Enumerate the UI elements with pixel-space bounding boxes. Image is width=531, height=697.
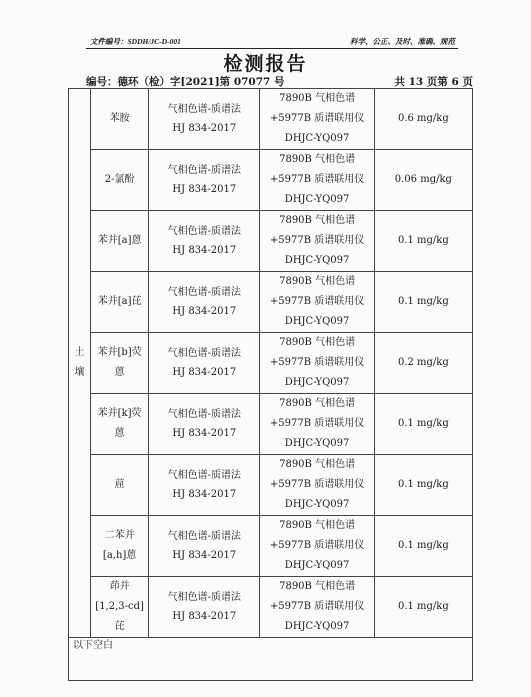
table-row <box>69 150 473 211</box>
detection-limit-cell: 0.1 mg/kg <box>374 211 472 272</box>
instrument-text: DHJC-YQ097 <box>284 621 350 632</box>
instrument-text: +5977B 质谱联用仪 <box>269 235 365 246</box>
instrument-text: +5977B 质谱联用仪 <box>269 479 365 490</box>
method-cell <box>149 394 260 455</box>
method-cell <box>149 455 260 516</box>
instrument-text: +5977B 质谱联用仪 <box>269 418 365 429</box>
table-row <box>69 89 473 150</box>
method-text: 气相色谱-质谱法 <box>167 287 242 298</box>
analyte-cell <box>91 89 149 150</box>
instrument-text: +5977B 质谱联用仪 <box>269 296 365 307</box>
analyte-name: 苯并[a]蒽 <box>97 235 142 246</box>
method-text: 气相色谱-质谱法 <box>167 348 242 359</box>
method-cell <box>149 89 260 150</box>
table-row <box>69 577 473 638</box>
results-table <box>68 88 473 681</box>
page-title: 检测报告 <box>223 53 308 75</box>
analyte-name: 䓛 <box>114 479 125 490</box>
table-row <box>69 211 473 272</box>
instrument-cell <box>260 394 374 455</box>
method-text: 气相色谱-质谱法 <box>167 409 242 420</box>
method-cell <box>149 272 260 333</box>
company-motto: 科学、公正、及时、准确、规范 <box>350 37 455 46</box>
media-cell <box>69 89 91 638</box>
analyte-name: [1,2,3-cd] <box>95 601 144 612</box>
detection-limit-cell: 0.2 mg/kg <box>374 333 472 394</box>
detection-limit-cell: 0.6 mg/kg <box>374 89 472 150</box>
instrument-cell <box>260 577 374 638</box>
instrument-text: DHJC-YQ097 <box>284 133 350 144</box>
analyte-name: 茚并 <box>109 581 130 592</box>
analyte-name: 芘 <box>114 621 125 632</box>
media-label-char: 壤 <box>74 367 85 378</box>
method-text: HJ 834-2017 <box>172 489 237 500</box>
analyte-name: [a,h]蒽 <box>102 550 137 561</box>
instrument-text: 7890B 气相色谱 <box>279 581 356 592</box>
instrument-cell <box>260 516 374 577</box>
detection-limit-cell: 0.06 mg/kg <box>374 150 472 211</box>
instrument-text: DHJC-YQ097 <box>284 560 350 571</box>
table-footer-row <box>69 638 473 681</box>
detection-limit-cell: 0.1 mg/kg <box>374 272 472 333</box>
instrument-text: DHJC-YQ097 <box>284 499 350 510</box>
analyte-name: 苯并[b]荧 <box>97 347 142 358</box>
method-text: HJ 834-2017 <box>172 306 237 317</box>
instrument-text: DHJC-YQ097 <box>284 255 350 266</box>
method-text: HJ 834-2017 <box>172 184 237 195</box>
table-row <box>69 516 473 577</box>
detection-limit-cell: 0.1 mg/kg <box>374 577 472 638</box>
method-cell <box>149 211 260 272</box>
instrument-text: 7890B 气相色谱 <box>279 154 356 165</box>
instrument-text: DHJC-YQ097 <box>284 194 350 205</box>
analyte-name: 2-氯酚 <box>104 174 135 185</box>
method-text: 气相色谱-质谱法 <box>167 226 242 237</box>
analyte-cell <box>91 455 149 516</box>
method-text: HJ 834-2017 <box>172 550 237 561</box>
method-text: HJ 834-2017 <box>172 367 237 378</box>
method-cell <box>149 577 260 638</box>
method-text: HJ 834-2017 <box>172 611 237 622</box>
method-text: 气相色谱-质谱法 <box>167 592 242 603</box>
instrument-cell <box>260 150 374 211</box>
analyte-cell <box>91 333 149 394</box>
detection-limit-cell: 0.1 mg/kg <box>374 455 472 516</box>
table-row <box>69 272 473 333</box>
instrument-text: +5977B 质谱联用仪 <box>269 601 365 612</box>
method-text: 气相色谱-质谱法 <box>167 165 242 176</box>
analyte-name: 苯并[a]芘 <box>97 296 142 307</box>
instrument-text: +5977B 质谱联用仪 <box>269 113 365 124</box>
detection-limit-cell: 0.1 mg/kg <box>374 516 472 577</box>
instrument-text: 7890B 气相色谱 <box>279 215 356 226</box>
instrument-cell <box>260 272 374 333</box>
instrument-text: +5977B 质谱联用仪 <box>269 357 365 368</box>
analyte-cell <box>91 516 149 577</box>
method-cell <box>149 333 260 394</box>
table-row <box>69 394 473 455</box>
instrument-text: 7890B 气相色谱 <box>279 398 356 409</box>
method-text: HJ 834-2017 <box>172 123 237 134</box>
table-row <box>69 455 473 516</box>
analyte-cell <box>91 150 149 211</box>
analyte-name: 蒽 <box>114 367 125 378</box>
instrument-text: 7890B 气相色谱 <box>279 520 356 531</box>
analyte-name: 苯并[k]荧 <box>97 408 142 419</box>
instrument-cell <box>260 455 374 516</box>
instrument-cell <box>260 333 374 394</box>
instrument-text: 7890B 气相色谱 <box>279 93 356 104</box>
method-cell <box>149 150 260 211</box>
method-text: 气相色谱-质谱法 <box>167 531 242 542</box>
instrument-text: 7890B 气相色谱 <box>279 337 356 348</box>
instrument-text: +5977B 质谱联用仪 <box>269 174 365 185</box>
instrument-text: +5977B 质谱联用仪 <box>269 540 365 551</box>
detection-limit-cell: 0.1 mg/kg <box>374 394 472 455</box>
method-text: HJ 834-2017 <box>172 428 237 439</box>
instrument-text: DHJC-YQ097 <box>284 377 350 388</box>
analyte-cell <box>91 394 149 455</box>
results-table-body <box>69 89 473 681</box>
instrument-text: DHJC-YQ097 <box>284 316 350 327</box>
instrument-text: 7890B 气相色谱 <box>279 276 356 287</box>
method-cell <box>149 516 260 577</box>
analyte-name: 苯胺 <box>109 113 130 124</box>
instrument-text: 7890B 气相色谱 <box>279 459 356 470</box>
analyte-name: 蒽 <box>114 428 125 439</box>
blank-below-note: 以下空白 <box>69 638 473 681</box>
table-row <box>69 333 473 394</box>
report-number: 编号：德环（检）字[2021]第 07077 号 <box>86 76 285 88</box>
page-indicator: 共 13 页第 6 页 <box>394 76 473 88</box>
instrument-cell <box>260 89 374 150</box>
analyte-name: 二苯并 <box>104 530 135 541</box>
instrument-cell <box>260 211 374 272</box>
document-code: 文件编号：SDDH/JC-D-001 <box>90 37 181 46</box>
method-text: 气相色谱-质谱法 <box>167 470 242 481</box>
analyte-cell <box>91 272 149 333</box>
instrument-text: DHJC-YQ097 <box>284 438 350 449</box>
analyte-cell <box>91 211 149 272</box>
method-text: HJ 834-2017 <box>172 245 237 256</box>
method-text: 气相色谱-质谱法 <box>167 104 242 115</box>
media-label-char: 土 <box>74 347 85 358</box>
analyte-cell <box>91 577 149 638</box>
